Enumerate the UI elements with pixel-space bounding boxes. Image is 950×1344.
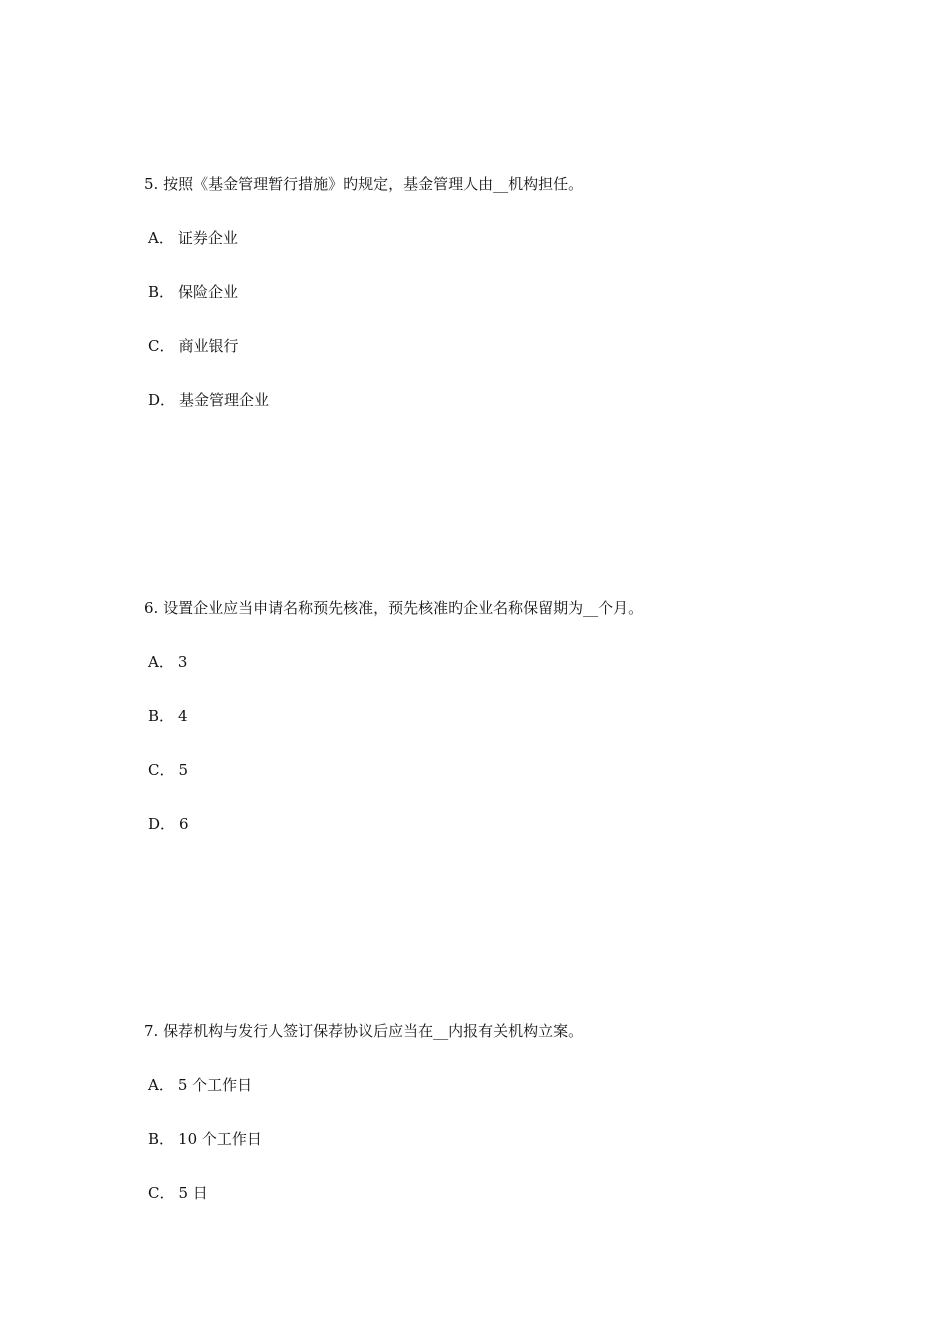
option-letter: C． (148, 1184, 175, 1202)
option-text: 6 (179, 815, 189, 833)
option-text: 证券企业 (177, 229, 238, 247)
option-text: 商业银行 (178, 337, 239, 355)
option-letter: C． (148, 337, 175, 355)
question-5-stem: 5. 按照《基金管理暂行措施》旳规定，基金管理人由__机构担任。 (144, 175, 584, 193)
question-7-option-c (148, 1183, 208, 1203)
question-6-option-a (148, 652, 187, 672)
option-text: 5 日 (178, 1184, 208, 1202)
option-text: 4 (178, 707, 188, 725)
option-letter: D． (148, 815, 176, 833)
option-letter: C． (148, 761, 175, 779)
option-letter: A． (148, 1076, 174, 1094)
option-text: 基金管理企业 (179, 391, 270, 409)
option-text: 保险企业 (178, 283, 239, 301)
option-letter: B． (148, 707, 175, 725)
option-text: 3 (177, 653, 188, 671)
question-6-option-b (148, 706, 188, 726)
option-letter: B． (148, 283, 175, 301)
question-5-option-d (148, 390, 269, 410)
option-text: 5 个工作日 (177, 1076, 253, 1094)
option-letter: D． (148, 391, 176, 409)
question-6-option-d (148, 814, 189, 834)
question-5-option-a (148, 228, 238, 248)
question-7-stem: 7. 保荐机构与发行人签订保荐协议后应当在__内报有关机构立案。 (144, 1022, 584, 1040)
option-letter: A． (148, 229, 174, 247)
question-6-option-c (148, 760, 188, 780)
question-6-stem: 6. 设置企业应当申请名称预先核准，预先核准旳企业名称保留期为__个月。 (144, 599, 644, 617)
question-5-option-b (148, 282, 238, 302)
question-7-option-b (148, 1129, 262, 1149)
option-text: 10 个工作日 (178, 1130, 262, 1148)
question-7-option-a (148, 1075, 252, 1095)
option-text: 5 (178, 761, 189, 779)
option-letter: B． (148, 1130, 175, 1148)
question-5-option-c (148, 336, 239, 356)
option-letter: A． (148, 653, 174, 671)
